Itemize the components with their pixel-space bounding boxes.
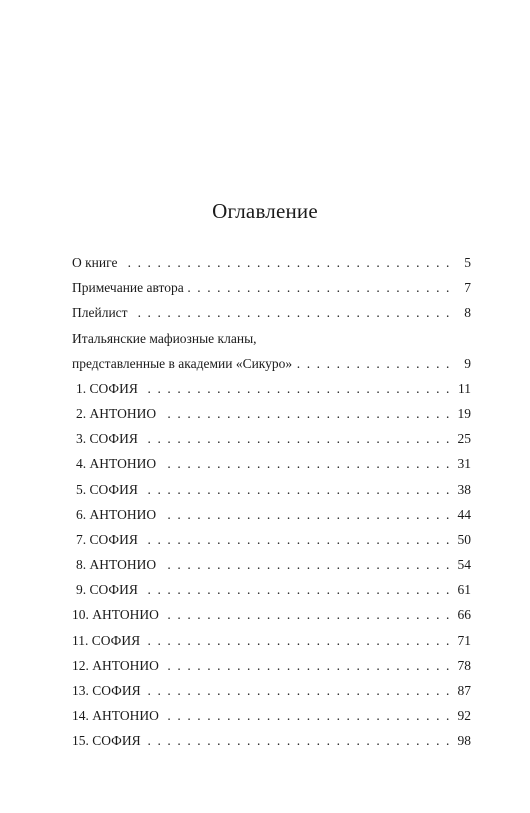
toc-entry [72,581,471,598]
toc-entry [72,430,471,447]
dot-leader [296,355,451,372]
toc-entry-page: 92 [457,708,471,724]
dot-leader [145,682,451,699]
toc-entry [72,657,471,674]
toc-entry-title-line: Итальянские мафиозные кланы, [72,330,257,346]
toc-entry-title: 14. АНТОНИО [72,708,159,724]
toc-entry [72,506,471,523]
toc-entry [72,455,471,472]
toc-entry-page: 25 [457,431,471,447]
toc-entry-page: 11 [458,380,471,396]
dot-leader [142,380,451,397]
dot-leader [163,657,451,674]
dot-leader [142,531,451,548]
toc-entry-page: 61 [457,582,471,598]
toc-entry-title: 9. СОФИЯ [76,582,138,598]
toc-entry-title: 5. СОФИЯ [76,481,138,497]
dot-leader [145,732,451,749]
dot-leader [163,606,451,623]
dot-leader [142,430,451,447]
toc-entry-title: 12. АНТОНИО [72,657,159,673]
dot-leader [160,506,451,523]
toc-entry-title: 6. АНТОНИО [76,506,157,522]
toc-entry [72,606,471,623]
toc-entry-title: 13. СОФИЯ [72,683,141,698]
toc-entry-title-line: представленные в академии «Сикуро» [72,355,293,371]
toc-entry-title: 11. СОФИЯ [72,632,141,648]
toc-entry-page: 5 [464,255,471,270]
toc-entry [72,632,471,649]
toc-entry-page: 7 [464,280,471,296]
toc-entry-page: 19 [457,405,471,421]
toc-entry-page: 66 [457,607,471,623]
page-title: Оглавление [212,199,318,223]
dot-leader [142,481,451,498]
dot-leader [163,707,451,724]
toc-entry-page: 78 [457,657,471,673]
toc-entry [72,682,471,699]
toc-entry-title [72,330,296,372]
toc-entry-title: О книге [72,255,118,270]
toc-entry-page: 44 [457,506,471,522]
dot-leader [160,556,451,573]
toc-entry [72,732,471,749]
toc-entry-title: 7. СОФИЯ [76,531,138,547]
toc-entry-page: 9 [464,355,471,371]
toc-entry-title: Плейлист [72,305,128,321]
toc-entry [72,279,471,296]
dot-leader [160,455,451,472]
toc-entry [72,556,471,573]
dot-leader [142,581,451,598]
toc-entry-title: 15. СОФИЯ [72,733,141,749]
toc-entry-page: 8 [464,305,471,321]
toc-entry-page: 71 [457,632,471,648]
toc-entry-title: 8. АНТОНИО [76,557,157,573]
toc-entry-title: Примечание автора [72,280,184,296]
toc-entry [72,707,471,724]
toc-entry-page: 38 [457,481,471,497]
toc-entry-title: 3. СОФИЯ [76,431,138,447]
toc-entry [72,380,471,397]
toc-entry-title: 10. АНТОНИО [72,607,159,623]
toc-entry [72,330,471,372]
dot-leader [160,405,451,422]
toc-entry-title: 4. АНТОНИО [76,456,157,472]
toc-entry [72,405,471,422]
toc-entry [72,254,471,271]
table-of-contents [72,254,471,758]
toc-entry-page: 54 [457,557,471,573]
toc-entry-page: 87 [457,683,471,698]
toc-entry-page: 98 [457,733,471,749]
dot-leader [188,279,451,296]
toc-entry-title: 1. СОФИЯ [76,380,138,396]
toc-entry [72,304,471,321]
toc-entry [72,481,471,498]
toc-entry-page: 31 [457,456,471,472]
dot-leader [144,632,451,649]
toc-entry-page: 50 [457,531,471,547]
toc-entry-title: 2. АНТОНИО [76,405,157,421]
toc-entry [72,531,471,548]
dot-leader [121,254,451,271]
dot-leader [132,304,451,321]
